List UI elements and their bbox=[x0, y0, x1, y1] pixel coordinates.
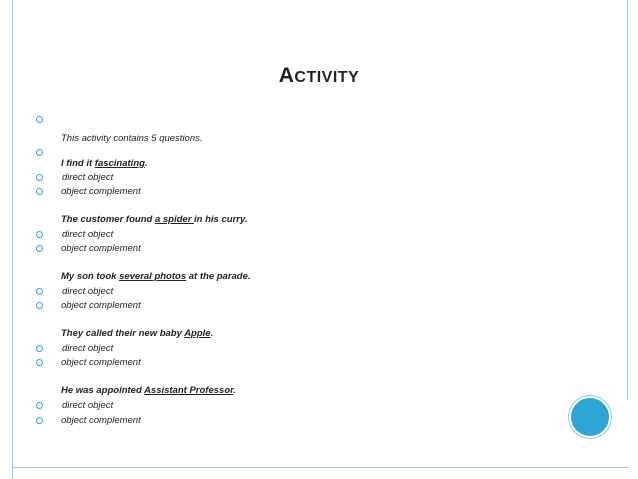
question-3 bbox=[0, 270, 638, 284]
bullet-icon bbox=[36, 231, 43, 238]
intro-line bbox=[0, 132, 638, 146]
question-before: My son took bbox=[61, 271, 120, 282]
intro-text: This activity contains 5 questions. bbox=[61, 133, 203, 144]
bullet-icon bbox=[36, 302, 43, 309]
list-item-empty-1 bbox=[0, 113, 638, 127]
question-text bbox=[61, 327, 213, 341]
bullet-icon bbox=[36, 245, 43, 252]
option-label: direct object bbox=[62, 343, 114, 354]
bullet-icon bbox=[36, 417, 43, 424]
question-after: in his curry. bbox=[194, 214, 248, 225]
bullet-icon bbox=[36, 359, 43, 366]
option-label: direct object bbox=[62, 229, 114, 240]
question-before: They called their new baby bbox=[61, 328, 185, 339]
option-direct-object-4[interactable] bbox=[0, 342, 638, 356]
question-after: at the parade. bbox=[186, 271, 251, 282]
option-object-complement-3[interactable] bbox=[0, 299, 638, 313]
bottom-border-line bbox=[12, 467, 628, 468]
question-text bbox=[61, 270, 251, 284]
option-label: object complement bbox=[61, 357, 141, 368]
question-target: fascinating bbox=[94, 158, 145, 169]
question-target: Apple bbox=[184, 328, 211, 339]
title-first-letter: A bbox=[278, 64, 295, 87]
option-label: direct object bbox=[62, 172, 114, 183]
bullet-icon bbox=[36, 188, 43, 195]
option-direct-object-1[interactable] bbox=[0, 171, 638, 185]
question-before: The customer found bbox=[61, 214, 155, 225]
bullet-icon bbox=[36, 288, 43, 295]
option-object-complement-2[interactable] bbox=[0, 242, 638, 256]
question-1 bbox=[0, 157, 638, 171]
option-label: object complement bbox=[61, 415, 141, 426]
option-object-complement-1[interactable] bbox=[0, 185, 638, 199]
question-after: . bbox=[233, 385, 236, 396]
question-before: He was appointed bbox=[61, 385, 145, 396]
option-object-complement-5[interactable] bbox=[0, 414, 638, 428]
slide-title bbox=[0, 64, 638, 88]
bullet-icon bbox=[36, 116, 43, 123]
question-4 bbox=[0, 327, 638, 341]
option-label: object complement bbox=[61, 300, 141, 311]
option-direct-object-3[interactable] bbox=[0, 285, 638, 299]
question-target: a spider bbox=[154, 214, 195, 225]
bullet-icon bbox=[36, 174, 43, 181]
option-label: object complement bbox=[61, 243, 141, 254]
title-rest: CTIVITY bbox=[294, 69, 360, 86]
question-target: Assistant Professor bbox=[144, 385, 234, 396]
question-2 bbox=[0, 213, 638, 227]
question-text bbox=[61, 213, 248, 227]
question-target: several photos bbox=[119, 271, 187, 282]
bullet-icon bbox=[36, 345, 43, 352]
option-label: direct object bbox=[62, 400, 114, 411]
option-direct-object-5[interactable] bbox=[0, 399, 638, 413]
question-after: . bbox=[144, 158, 148, 169]
option-direct-object-2[interactable] bbox=[0, 228, 638, 242]
bullet-icon bbox=[36, 149, 43, 156]
option-label: direct object bbox=[62, 286, 114, 297]
question-before: I find it bbox=[61, 158, 95, 169]
option-label: object complement bbox=[61, 186, 141, 197]
question-5 bbox=[0, 384, 638, 398]
question-text bbox=[61, 384, 236, 398]
question-text bbox=[61, 157, 148, 171]
bullet-icon bbox=[36, 402, 43, 409]
question-after: . bbox=[210, 328, 214, 339]
option-object-complement-4[interactable] bbox=[0, 356, 638, 370]
